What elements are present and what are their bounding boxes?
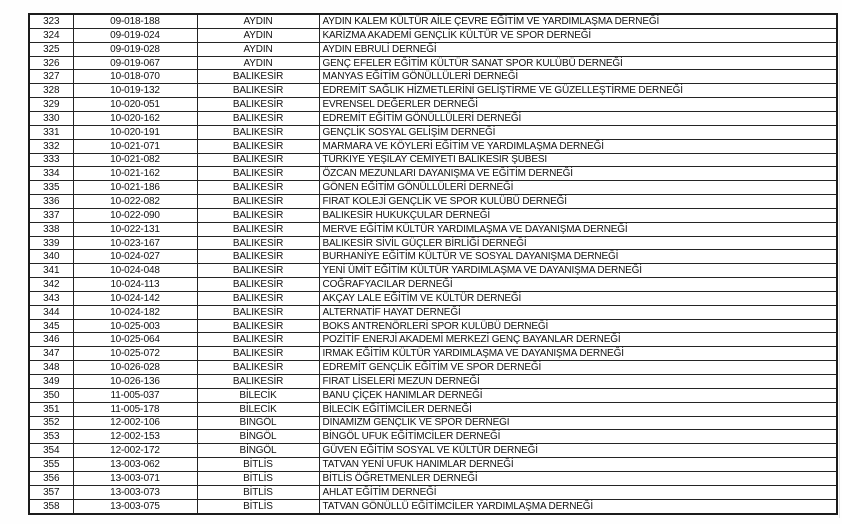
association-name-cell: BALIKESİR SİVİL GÜÇLER BİRLİĞİ DERNEĞİ xyxy=(319,236,837,250)
province-cell: AYDIN xyxy=(197,56,319,70)
province-cell: BALIKESİR xyxy=(197,84,319,98)
province-cell: BİTLİS xyxy=(197,458,319,472)
table-row xyxy=(29,139,837,153)
province-cell: BALIKESİR xyxy=(197,153,319,167)
table-row xyxy=(29,458,837,472)
association-name-cell: BOKS ANTRENÖRLERİ SPOR KULÜBÜ DERNEĞİ xyxy=(319,319,837,333)
association-name-cell: DİNAMİZM GENÇLİK VE SPOR DERNEĞİ xyxy=(319,416,837,430)
table-row xyxy=(29,444,837,458)
table-row xyxy=(29,319,837,333)
province-cell: BALIKESİR xyxy=(197,111,319,125)
table-row xyxy=(29,499,837,514)
code-cell: 10-024-027 xyxy=(73,250,197,264)
row-number-cell: 324 xyxy=(29,28,73,42)
table-row xyxy=(29,305,837,319)
code-cell: 10-024-142 xyxy=(73,291,197,305)
association-name-cell: GENÇLİK SOSYAL GELİŞİM DERNEĞİ xyxy=(319,125,837,139)
code-cell: 10-026-028 xyxy=(73,361,197,375)
code-cell: 10-021-082 xyxy=(73,153,197,167)
row-number-cell: 343 xyxy=(29,291,73,305)
association-name-cell: EDREMİT EĞİTİM GÖNÜLLÜLERİ DERNEĞİ xyxy=(319,111,837,125)
table-row xyxy=(29,416,837,430)
table-row xyxy=(29,84,837,98)
code-cell: 09-018-188 xyxy=(73,14,197,28)
code-cell: 10-025-072 xyxy=(73,347,197,361)
association-name-cell: EDREMİT GENÇLİK EĞİTİM VE SPOR DERNEĞİ xyxy=(319,361,837,375)
table-row xyxy=(29,236,837,250)
row-number-cell: 358 xyxy=(29,499,73,514)
row-number-cell: 332 xyxy=(29,139,73,153)
table-row xyxy=(29,195,837,209)
table-row xyxy=(29,264,837,278)
code-cell: 10-020-191 xyxy=(73,125,197,139)
association-name-cell: FIRAT LİSELERİ MEZUN DERNEĞİ xyxy=(319,375,837,389)
associations-table-body xyxy=(29,14,837,514)
code-cell: 13-003-075 xyxy=(73,499,197,514)
code-cell: 13-003-062 xyxy=(73,458,197,472)
row-number-cell: 355 xyxy=(29,458,73,472)
province-cell: BİNGÖL xyxy=(197,430,319,444)
table-row xyxy=(29,250,837,264)
table-row xyxy=(29,430,837,444)
code-cell: 11-005-178 xyxy=(73,402,197,416)
province-cell: BALIKESİR xyxy=(197,264,319,278)
association-name-cell: POZİTİF ENERJİ AKADEMİ MERKEZİ GENÇ BAYANLAR DERNEĞİ xyxy=(319,333,837,347)
row-number-cell: 341 xyxy=(29,264,73,278)
row-number-cell: 352 xyxy=(29,416,73,430)
table-row xyxy=(29,42,837,56)
province-cell: BALIKESİR xyxy=(197,125,319,139)
province-cell: BALIKESİR xyxy=(197,333,319,347)
table-row xyxy=(29,485,837,499)
table-row xyxy=(29,28,837,42)
association-name-cell: GENÇ EFELER EĞİTİM KÜLTÜR SANAT SPOR KULÜBÜ DERNEĞİ xyxy=(319,56,837,70)
association-name-cell: COĞRAFYACILAR DERNEĞİ xyxy=(319,278,837,292)
province-cell: AYDIN xyxy=(197,28,319,42)
code-cell: 10-024-113 xyxy=(73,278,197,292)
code-cell: 10-022-131 xyxy=(73,222,197,236)
row-number-cell: 353 xyxy=(29,430,73,444)
table-row xyxy=(29,181,837,195)
code-cell: 10-026-136 xyxy=(73,375,197,389)
code-cell: 12-002-172 xyxy=(73,444,197,458)
code-cell: 13-003-071 xyxy=(73,471,197,485)
table-row xyxy=(29,361,837,375)
row-number-cell: 338 xyxy=(29,222,73,236)
province-cell: BALIKESİR xyxy=(197,291,319,305)
code-cell: 10-020-051 xyxy=(73,98,197,112)
code-cell: 10-019-132 xyxy=(73,84,197,98)
association-name-cell: AKÇAY LALE EĞİTİM VE KÜLTÜR DERNEĞİ xyxy=(319,291,837,305)
province-cell: BİNGÖL xyxy=(197,444,319,458)
table-row xyxy=(29,98,837,112)
province-cell: BALIKESİR xyxy=(197,236,319,250)
code-cell: 11-005-037 xyxy=(73,388,197,402)
association-name-cell: KARİZMA AKADEMİ GENÇLİK KÜLTÜR VE SPOR DERNEĞİ xyxy=(319,28,837,42)
province-cell: BALIKESİR xyxy=(197,181,319,195)
province-cell: BİTLİS xyxy=(197,485,319,499)
code-cell: 10-022-090 xyxy=(73,208,197,222)
table-row xyxy=(29,388,837,402)
association-name-cell: EDREMİT SAĞLIK HİZMETLERİNİ GELİŞTİRME VE GÜZELLEŞTİRME DERNEĞİ xyxy=(319,84,837,98)
row-number-cell: 323 xyxy=(29,14,73,28)
association-name-cell: BURHANİYE EĞİTİM KÜLTÜR VE SOSYAL DAYANIŞMA DERNEĞİ xyxy=(319,250,837,264)
row-number-cell: 337 xyxy=(29,208,73,222)
association-name-cell: TATVAN YENİ UFUK HANIMLAR DERNEĞİ xyxy=(319,458,837,472)
province-cell: BİTLİS xyxy=(197,471,319,485)
association-name-cell: GÖNEN EĞİTİM GÖNÜLLÜLERİ DERNEĞİ xyxy=(319,181,837,195)
province-cell: AYDIN xyxy=(197,14,319,28)
province-cell: BALIKESİR xyxy=(197,195,319,209)
province-cell: BALIKESİR xyxy=(197,139,319,153)
row-number-cell: 354 xyxy=(29,444,73,458)
code-cell: 10-023-167 xyxy=(73,236,197,250)
association-name-cell: BİLECİK EĞİTİMCİLER DERNEĞİ xyxy=(319,402,837,416)
row-number-cell: 325 xyxy=(29,42,73,56)
row-number-cell: 347 xyxy=(29,347,73,361)
table-row xyxy=(29,153,837,167)
province-cell: BALIKESİR xyxy=(197,167,319,181)
row-number-cell: 342 xyxy=(29,278,73,292)
code-cell: 10-021-186 xyxy=(73,181,197,195)
association-name-cell: EVRENSEL DEĞERLER DERNEĞİ xyxy=(319,98,837,112)
table-row xyxy=(29,347,837,361)
province-cell: BALIKESİR xyxy=(197,98,319,112)
row-number-cell: 348 xyxy=(29,361,73,375)
code-cell: 09-019-028 xyxy=(73,42,197,56)
table-row xyxy=(29,111,837,125)
province-cell: BALIKESİR xyxy=(197,222,319,236)
code-cell: 10-022-082 xyxy=(73,195,197,209)
table-row xyxy=(29,471,837,485)
table-row xyxy=(29,125,837,139)
row-number-cell: 356 xyxy=(29,471,73,485)
association-name-cell: BALIKESİR HUKUKÇULAR DERNEĞİ xyxy=(319,208,837,222)
row-number-cell: 331 xyxy=(29,125,73,139)
code-cell: 10-021-162 xyxy=(73,167,197,181)
table-row xyxy=(29,375,837,389)
code-cell: 13-003-073 xyxy=(73,485,197,499)
row-number-cell: 335 xyxy=(29,181,73,195)
province-cell: BİTLİS xyxy=(197,499,319,514)
association-name-cell: BANU ÇİÇEK HANIMLAR DERNEĞİ xyxy=(319,388,837,402)
associations-table xyxy=(28,13,838,515)
code-cell: 10-025-003 xyxy=(73,319,197,333)
association-name-cell: AYDIN KALEM KÜLTÜR AİLE ÇEVRE EĞİTİM VE YARDIMLAŞMA DERNEĞİ xyxy=(319,14,837,28)
association-name-cell: BİNGÖL UFUK EĞİTİMCİLER DERNEĞİ xyxy=(319,430,837,444)
row-number-cell: 328 xyxy=(29,84,73,98)
code-cell: 12-002-153 xyxy=(73,430,197,444)
code-cell: 10-025-064 xyxy=(73,333,197,347)
table-row xyxy=(29,278,837,292)
province-cell: BİNGÖL xyxy=(197,416,319,430)
row-number-cell: 329 xyxy=(29,98,73,112)
province-cell: BİLECİK xyxy=(197,402,319,416)
association-name-cell: AYDIN EBRULİ DERNEĞİ xyxy=(319,42,837,56)
association-name-cell: ÖZCAN MEZUNLARI DAYANIŞMA VE EĞİTİM DERNEĞİ xyxy=(319,167,837,181)
table-row xyxy=(29,70,837,84)
table-row xyxy=(29,56,837,70)
code-cell: 12-002-106 xyxy=(73,416,197,430)
row-number-cell: 351 xyxy=(29,402,73,416)
row-number-cell: 340 xyxy=(29,250,73,264)
province-cell: BİLECİK xyxy=(197,388,319,402)
province-cell: BALIKESİR xyxy=(197,278,319,292)
association-name-cell: MARMARA VE KÖYLERİ EĞİTİM VE YARDIMLAŞMA DERNEĞİ xyxy=(319,139,837,153)
association-name-cell: MANYAS EĞİTİM GÖNÜLLÜLERİ DERNEĞİ xyxy=(319,70,837,84)
code-cell: 09-019-067 xyxy=(73,56,197,70)
association-name-cell: AHLAT EĞİTİM DERNEĞİ xyxy=(319,485,837,499)
province-cell: BALIKESİR xyxy=(197,375,319,389)
association-name-cell: BİTLİS ÖĞRETMENLER DERNEĞİ xyxy=(319,471,837,485)
row-number-cell: 346 xyxy=(29,333,73,347)
table-row xyxy=(29,14,837,28)
code-cell: 09-019-024 xyxy=(73,28,197,42)
province-cell: BALIKESİR xyxy=(197,70,319,84)
table-row xyxy=(29,222,837,236)
association-name-cell: TATVAN GÖNÜLLÜ EĞİTİMCİLER YARDIMLAŞMA DERNEĞİ xyxy=(319,499,837,514)
association-name-cell: FIRAT KOLEJİ GENÇLİK VE SPOR KULÜBÜ DERNEĞİ xyxy=(319,195,837,209)
row-number-cell: 349 xyxy=(29,375,73,389)
code-cell: 10-020-162 xyxy=(73,111,197,125)
association-name-cell: IRMAK EĞİTİM KÜLTÜR YARDIMLAŞMA VE DAYANIŞMA DERNEĞİ xyxy=(319,347,837,361)
association-name-cell: GÜVEN EĞİTİM SOSYAL VE KÜLTÜR DERNEĞİ xyxy=(319,444,837,458)
row-number-cell: 333 xyxy=(29,153,73,167)
row-number-cell: 357 xyxy=(29,485,73,499)
table-row xyxy=(29,402,837,416)
row-number-cell: 345 xyxy=(29,319,73,333)
province-cell: BALIKESİR xyxy=(197,361,319,375)
association-name-cell: MERVE EĞİTİM KÜLTÜR YARDIMLAŞMA VE DAYANIŞMA DERNEĞİ xyxy=(319,222,837,236)
association-name-cell: YENİ ÜMİT EĞİTİM KÜLTÜR YARDIMLAŞMA VE DAYANIŞMA DERNEĞİ xyxy=(319,264,837,278)
table-row xyxy=(29,291,837,305)
row-number-cell: 336 xyxy=(29,195,73,209)
table-row xyxy=(29,208,837,222)
table-row xyxy=(29,167,837,181)
province-cell: BALIKESİR xyxy=(197,347,319,361)
row-number-cell: 334 xyxy=(29,167,73,181)
row-number-cell: 344 xyxy=(29,305,73,319)
row-number-cell: 326 xyxy=(29,56,73,70)
code-cell: 10-024-048 xyxy=(73,264,197,278)
province-cell: BALIKESİR xyxy=(197,305,319,319)
province-cell: BALIKESİR xyxy=(197,250,319,264)
row-number-cell: 339 xyxy=(29,236,73,250)
row-number-cell: 330 xyxy=(29,111,73,125)
province-cell: AYDIN xyxy=(197,42,319,56)
association-name-cell: TÜRKİYE YEŞİLAY CEMİYETİ BALIKESİR ŞUBESİ xyxy=(319,153,837,167)
row-number-cell: 350 xyxy=(29,388,73,402)
province-cell: BALIKESİR xyxy=(197,208,319,222)
row-number-cell: 327 xyxy=(29,70,73,84)
code-cell: 10-024-182 xyxy=(73,305,197,319)
code-cell: 10-021-071 xyxy=(73,139,197,153)
association-name-cell: ALTERNATİF HAYAT DERNEĞİ xyxy=(319,305,837,319)
province-cell: BALIKESİR xyxy=(197,319,319,333)
table-row xyxy=(29,333,837,347)
code-cell: 10-018-070 xyxy=(73,70,197,84)
